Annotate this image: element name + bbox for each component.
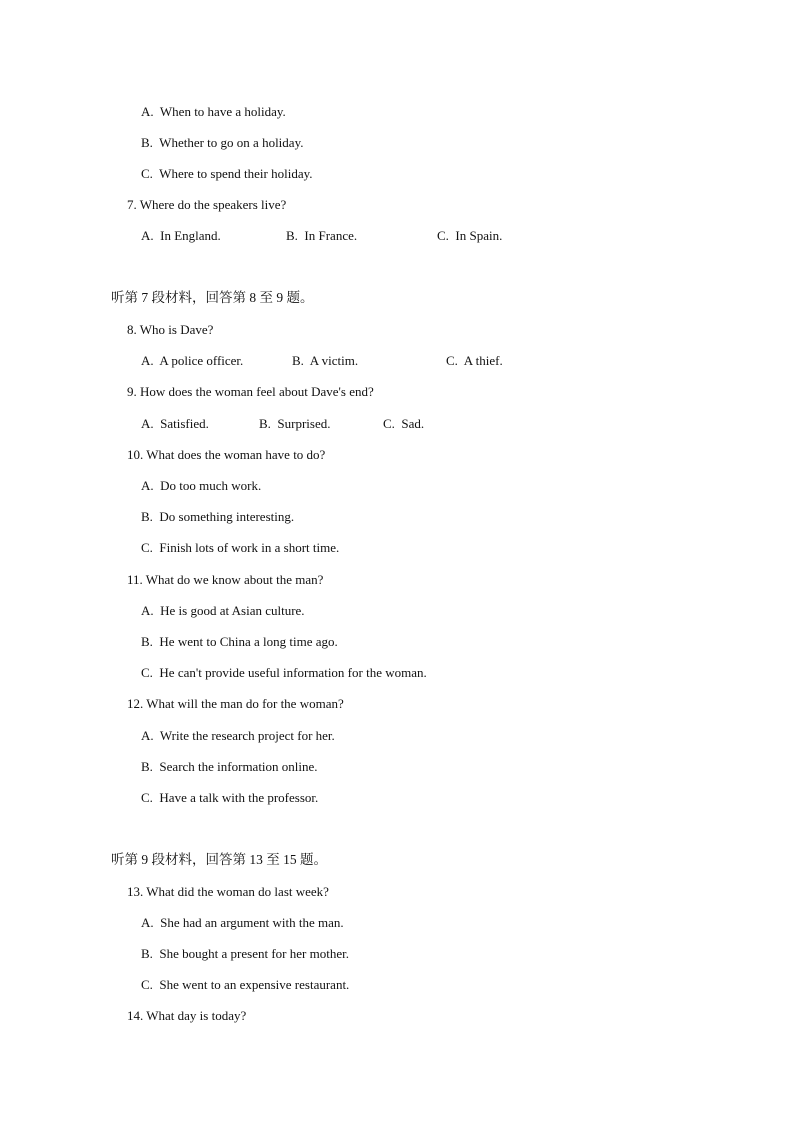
q8-option-a: A. A police officer. <box>141 353 244 368</box>
q10-option-b: B. Do something interesting. <box>141 509 295 524</box>
q8-option-b: B. A victim. <box>292 353 359 368</box>
section-heading-7: 听第 7 段材料，回答第 8 至 9 题。 <box>111 290 314 305</box>
q6-option-c: C. Where to spend their holiday. <box>141 166 313 181</box>
q13-question: 13. What did the woman do last week? <box>127 884 329 899</box>
q6-option-a: A. When to have a holiday. <box>141 104 286 119</box>
q9-option-b: B. Surprised. <box>259 416 331 431</box>
q14-question: 14. What day is today? <box>127 1008 247 1023</box>
q13-option-a: A. She had an argument with the man. <box>141 915 344 930</box>
q7-option-b: B. In France. <box>286 228 358 243</box>
q8-option-c: C. A thief. <box>446 353 503 368</box>
q10-option-a: A. Do too much work. <box>141 478 262 493</box>
q9-option-a: A. Satisfied. <box>141 416 209 431</box>
q7-question: 7. Where do the speakers live? <box>127 197 287 212</box>
q12-option-b: B. Search the information online. <box>141 759 318 774</box>
q13-option-b: B. She bought a present for her mother. <box>141 946 349 961</box>
q11-question: 11. What do we know about the man? <box>127 572 324 587</box>
q7-option-c: C. In Spain. <box>437 228 503 243</box>
q9-question: 9. How does the woman feel about Dave's end? <box>127 384 374 399</box>
q12-option-a: A. Write the research project for her. <box>141 728 335 743</box>
q11-option-c: C. He can't provide useful information for the woman. <box>141 665 427 680</box>
q10-question: 10. What does the woman have to do? <box>127 447 326 462</box>
q8-question: 8. Who is Dave? <box>127 322 214 337</box>
q13-option-c: C. She went to an expensive restaurant. <box>141 977 350 992</box>
q11-option-b: B. He went to China a long time ago. <box>141 634 338 649</box>
q11-option-a: A. He is good at Asian culture. <box>141 603 305 618</box>
q12-option-c: C. Have a talk with the professor. <box>141 790 319 805</box>
q12-question: 12. What will the man do for the woman? <box>127 696 344 711</box>
section-heading-9: 听第 9 段材料，回答第 13 至 15 题。 <box>111 852 327 867</box>
q6-option-b: B. Whether to go on a holiday. <box>141 135 304 150</box>
q10-option-c: C. Finish lots of work in a short time. <box>141 540 340 555</box>
q9-option-c: C. Sad. <box>383 416 425 431</box>
q7-option-a: A. In England. <box>141 228 221 243</box>
